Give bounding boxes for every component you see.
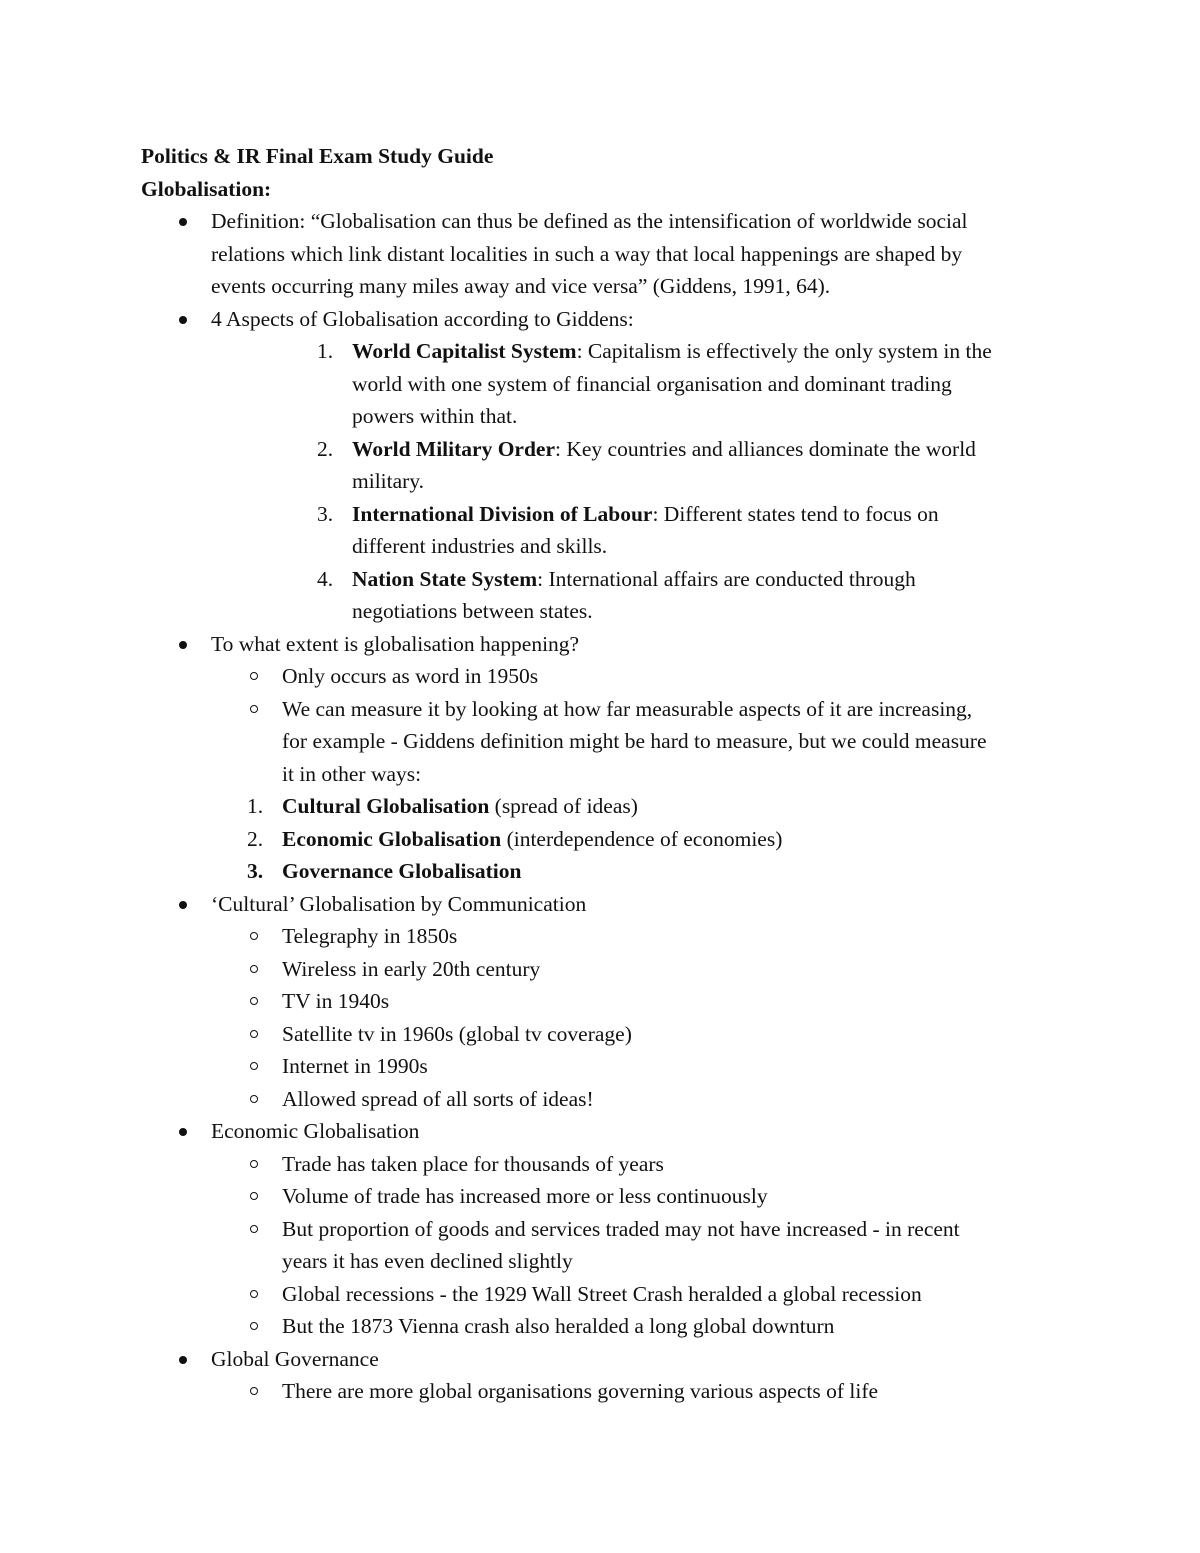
bullet-dot bbox=[179, 1128, 187, 1136]
sub-bullet bbox=[141, 1050, 1071, 1083]
section-heading: Globalisation: bbox=[141, 176, 272, 201]
aspect-item bbox=[141, 563, 1071, 628]
aspect-term: World Capitalist System bbox=[352, 339, 577, 363]
sub-bullet-text: TV in 1940s bbox=[282, 989, 390, 1013]
governance-bullet bbox=[141, 1343, 1071, 1376]
globalisation-type-item bbox=[141, 855, 1071, 888]
sub-bullet bbox=[141, 1083, 1071, 1116]
sub-bullet-text: Global recessions - the 1929 Wall Street Crash heralded a global recession bbox=[282, 1281, 922, 1306]
sub-bullet-text: But the 1873 Vienna crash also heralded a long global downturn bbox=[282, 1314, 835, 1338]
bullet-dot bbox=[179, 901, 187, 909]
definition-line: events occurring many miles away and vice versa” (Giddens, 1991, 64). bbox=[211, 274, 831, 298]
aspect-description: : Capitalism is effectively the only system in the bbox=[576, 339, 992, 363]
aspect-description-line: different industries and skills. bbox=[352, 534, 608, 558]
aspect-item bbox=[141, 335, 1071, 433]
list-number: 1. bbox=[317, 339, 334, 363]
sub-bullet bbox=[141, 1148, 1071, 1181]
bullet-dot bbox=[179, 316, 187, 324]
circle-bullet bbox=[250, 1322, 258, 1330]
cultural-bullet bbox=[141, 888, 1071, 921]
sub-bullet bbox=[141, 693, 1071, 791]
sub-bullet-text: it in other ways: bbox=[282, 761, 422, 786]
circle-bullet bbox=[250, 997, 258, 1005]
sub-bullet bbox=[141, 1278, 1071, 1311]
aspect-term: World Military Order bbox=[352, 436, 556, 461]
sub-bullet-text: for example - Giddens definition might be hard to measure, but we could measure bbox=[282, 729, 987, 753]
type-description: (spread of ideas) bbox=[489, 794, 638, 818]
sub-bullet bbox=[141, 1375, 1071, 1408]
sub-bullet-text: Telegraphy in 1850s bbox=[282, 924, 458, 948]
circle-bullet bbox=[250, 1030, 258, 1038]
aspect-item bbox=[141, 433, 1071, 498]
sub-bullet-text: Satellite tv in 1960s (global tv coverage) bbox=[282, 1021, 632, 1046]
globalisation-type-item bbox=[141, 790, 1071, 823]
type-term: Governance Globalisation bbox=[282, 859, 522, 883]
bullet-dot bbox=[179, 1356, 187, 1364]
circle-bullet bbox=[250, 965, 258, 973]
aspect-term: International Division of Labour bbox=[352, 501, 653, 526]
bullet-dot bbox=[179, 218, 187, 226]
type-description: (interdependence of economies) bbox=[501, 826, 783, 851]
sub-bullet-text: years it has even declined slightly bbox=[282, 1249, 573, 1273]
definition-line: relations which link distant localities in such a way that local happenings are shaped by bbox=[211, 241, 963, 266]
circle-bullet bbox=[250, 1387, 258, 1395]
list-number: 2. bbox=[247, 826, 264, 851]
list-number: 1. bbox=[247, 794, 264, 818]
sub-bullet bbox=[141, 953, 1071, 986]
economic-bullet bbox=[141, 1115, 1071, 1148]
extent-intro: To what extent is globalisation happening? bbox=[211, 631, 580, 656]
circle-bullet bbox=[250, 1062, 258, 1070]
sub-bullet bbox=[141, 660, 1071, 693]
circle-bullet bbox=[250, 1290, 258, 1298]
sub-bullet-text: We can measure it by looking at how far measurable aspects of it are increasing, bbox=[282, 696, 973, 721]
circle-bullet bbox=[250, 1225, 258, 1233]
list-number: 3. bbox=[247, 859, 264, 883]
definition-bullet bbox=[141, 205, 1071, 303]
circle-bullet bbox=[250, 1192, 258, 1200]
sub-bullet-text: Wireless in early 20th century bbox=[282, 956, 541, 981]
aspect-description-line: military. bbox=[352, 469, 425, 493]
circle-bullet bbox=[250, 932, 258, 940]
sub-bullet-text: Volume of trade has increased more or less continuously bbox=[282, 1184, 768, 1208]
type-term: Cultural Globalisation bbox=[282, 794, 490, 818]
aspect-item bbox=[141, 498, 1071, 563]
list-number: 3. bbox=[317, 501, 334, 526]
sub-bullet-text: But proportion of goods and services traded may not have increased - in recent bbox=[282, 1216, 960, 1241]
aspect-description: : Key countries and alliances dominate the world bbox=[555, 436, 976, 461]
economic-intro: Economic Globalisation bbox=[211, 1119, 420, 1143]
aspect-description-line: negotiations between states. bbox=[352, 599, 593, 623]
sub-bullet-text: Only occurs as word in 1950s bbox=[282, 664, 539, 688]
sub-bullet bbox=[141, 1310, 1071, 1343]
sub-bullet bbox=[141, 920, 1071, 953]
list-number: 2. bbox=[317, 436, 334, 461]
document-page bbox=[141, 140, 1071, 1408]
circle-bullet bbox=[250, 1095, 258, 1103]
circle-bullet bbox=[250, 1160, 258, 1168]
sub-bullet-text: Allowed spread of all sorts of ideas! bbox=[282, 1086, 594, 1111]
sub-bullet bbox=[141, 1213, 1071, 1278]
cultural-intro: ‘Cultural’ Globalisation by Communication bbox=[211, 891, 587, 916]
bullet-dot bbox=[179, 641, 187, 649]
sub-bullet bbox=[141, 985, 1071, 1018]
circle-bullet bbox=[250, 705, 258, 713]
aspect-description-line: powers within that. bbox=[352, 404, 518, 428]
extent-bullet bbox=[141, 628, 1071, 661]
definition-line: Definition: “Globalisation can thus be defined as the intensification of worldwide social bbox=[211, 209, 968, 233]
aspect-description: : Different states tend to focus on bbox=[652, 501, 939, 526]
circle-bullet bbox=[250, 672, 258, 680]
sub-bullet bbox=[141, 1018, 1071, 1051]
aspect-description: : International affairs are conducted through bbox=[537, 566, 916, 591]
governance-intro: Global Governance bbox=[211, 1346, 379, 1371]
sub-bullet-text: Trade has taken place for thousands of years bbox=[282, 1151, 664, 1176]
type-term: Economic Globalisation bbox=[282, 826, 502, 851]
document-title: Politics & IR Final Exam Study Guide bbox=[141, 144, 494, 168]
sub-bullet-text: There are more global organisations governing various aspects of life bbox=[282, 1379, 879, 1403]
aspects-intro: 4 Aspects of Globalisation according to Giddens: bbox=[211, 306, 634, 331]
sub-bullet-text: Internet in 1990s bbox=[282, 1054, 428, 1078]
globalisation-type-item bbox=[141, 823, 1071, 856]
list-number: 4. bbox=[317, 566, 334, 591]
aspect-term: Nation State System bbox=[352, 566, 538, 591]
aspects-bullet bbox=[141, 303, 1071, 336]
sub-bullet bbox=[141, 1180, 1071, 1213]
aspect-description-line: world with one system of financial organisation and dominant trading bbox=[352, 371, 952, 396]
